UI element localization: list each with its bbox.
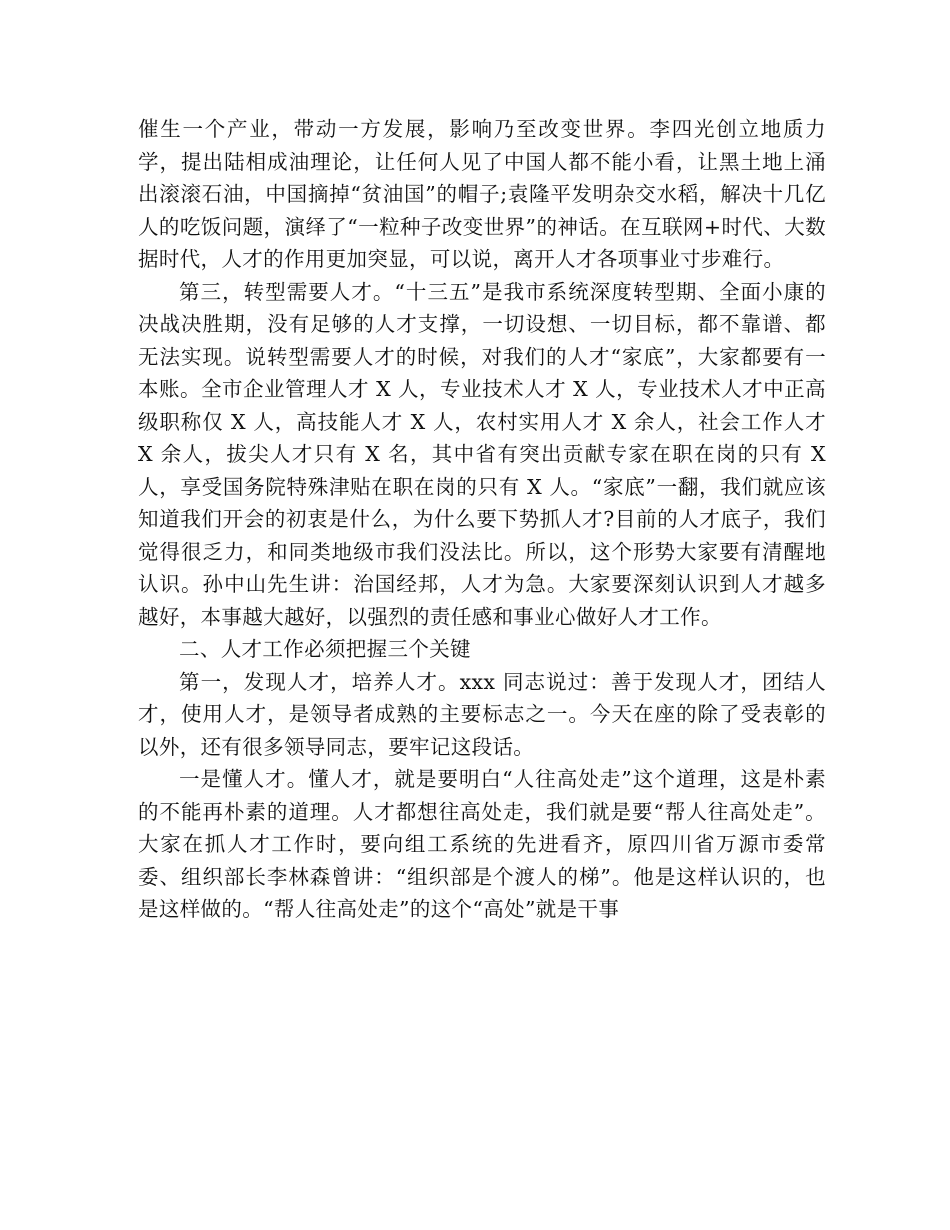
- paragraph-3: 第一，发现人才，培养人才。xxx 同志说过：善于发现人才，团结人才，使用人才，是领导者成熟的主要标志之一。今天在座的除了受表彰的以外，还有很多领导同志，要牢记这段话。: [138, 669, 826, 759]
- section-heading: 二、人才工作必须把握三个关键: [179, 637, 471, 661]
- paragraph-4: 一是懂人才。懂人才，就是要明白“人往高处走”这个道理，这是朴素的不能再朴素的道理。人才都想往高处走，我们就是要“帮人往高处走”。大家在抓人才工作时，要向组工系统的先进看齐，原四川省万源市委常委、组织部长李林森曾讲：“组织部是个渡人的梯”。他是这样认识的，也是这样做的。“帮人往高处走”的这个“高处”就是干事: [138, 767, 826, 921]
- paragraph-2: 第三，转型需要人才。“十三五”是我市系统深度转型期、全面小康的决战决胜期，没有足够的人才支撑，一切设想、一切目标，都不靠谱、都无法实现。说转型需要人才的时候，对我们的人才“家底”，大家都要有一本账。全市企业管理人才 X 人，专业技术人才 X 人，专业技术人才中正高级职称仅 X 人，高技能人才 X 人，农村实用人才 X 余人，社会工作人才 X 余人，拔尖人才只有 X 名，其中省有突出贡献专家在职在岗的只有 X 人，享受国务院特殊津贴在职在岗的只有 X 人。“家底”一翻，我们就应该知道我们开会的初衷是什么，为什么要下势抓人才?目前的人才底子，我们觉得很乏力，和同类地级市我们没法比。所以，这个形势大家要有清醒地认识。孙中山先生讲：治国经邦，人才为急。大家要深刻认识到人才越多越好，本事越大越好，以强烈的责任感和事业心做好人才工作。: [138, 279, 826, 629]
- paragraph-1: 催生一个产业，带动一方发展，影响乃至改变世界。李四光创立地质力学，提出陆相成油理论，让任何人见了中国人都不能小看，让黑土地上涌出滚滚石油，中国摘掉“贫油国”的帽子;袁隆平发明杂交水稻，解决十几亿人的吃饭问题，演绎了“一粒种子改变世界”的神话。在互联网+时代、大数据时代，人才的作用更加突显，可以说，离开人才各项事业寸步难行。: [138, 117, 826, 271]
- document-page: [138, 113, 826, 926]
